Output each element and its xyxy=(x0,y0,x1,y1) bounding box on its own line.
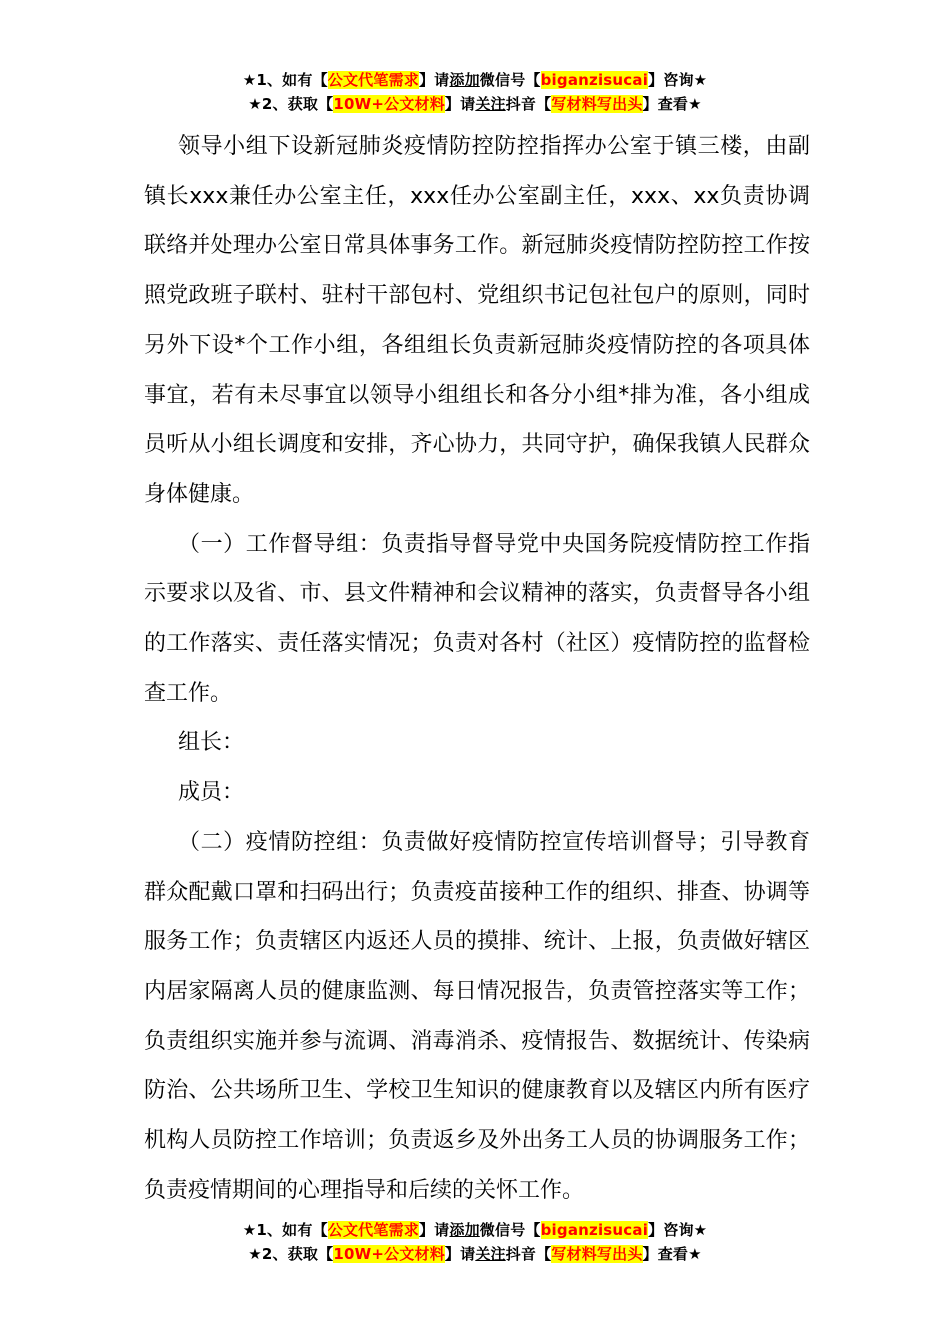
banner-highlight: 10W+公文材料 xyxy=(333,1245,445,1263)
banner-highlight: 10W+公文材料 xyxy=(333,95,445,113)
footer-banner xyxy=(0,1218,950,1266)
banner-text: 】查看★ xyxy=(642,1245,702,1263)
banner-text: 抖音【 xyxy=(505,95,552,113)
banner-text: 微信号【 xyxy=(479,71,541,89)
banner-underlined-text: 添加 xyxy=(449,71,480,89)
banner-highlight: biganzisucai xyxy=(540,71,649,89)
banner-text: 】请 xyxy=(418,71,450,89)
banner-underlined-text: 关注 xyxy=(475,95,506,113)
paragraph-prevention-group: （二）疫情防控组：负责做好疫情防控宣传培训督导；引导教育群众配戴口罩和扫码出行；负责疫苗接种工作的组织、排查、协调等服务工作；负责辖区内返还人员的摸排、统计、上报，负责做好辖区内居家隔离人员的健康监测、每日情况报告，负责管控落实等工作；负责组织实施并参与流调、消毒消杀、疫情报告、数据统计、传染病防治、公共场所卫生、学校卫生知识的健康教育以及辖区内所有医疗机构人员防控工作培训；负责返乡及外出务工人员的协调服务工作；负责疫情期间的心理指导和后续的关怀工作。 xyxy=(144,829,810,1203)
banner-text: 】咨询★ xyxy=(648,1221,708,1239)
banner-text: 微信号【 xyxy=(479,1221,541,1239)
banner-text: 】查看★ xyxy=(642,95,702,113)
banner-highlight: 公文代笔需求 xyxy=(327,71,419,89)
banner-highlight: 写材料写出头 xyxy=(551,95,643,113)
banner-text: ★2、获取【 xyxy=(248,95,334,113)
paragraph-group-leader: 组长： xyxy=(178,730,245,756)
banner-text: 】请 xyxy=(444,95,476,113)
banner-underlined-text: 添加 xyxy=(449,1221,480,1239)
banner-text: 】咨询★ xyxy=(648,71,708,89)
document-body xyxy=(144,122,810,1215)
banner-line-1 xyxy=(0,68,950,92)
banner-text: ★1、如有【 xyxy=(242,71,328,89)
banner-text: 】请 xyxy=(444,1245,476,1263)
banner-text: 】请 xyxy=(418,1221,450,1239)
banner-line-2 xyxy=(0,92,950,116)
header-banner xyxy=(0,68,950,116)
banner-line-1 xyxy=(0,1218,950,1242)
paragraph-group-members: 成员： xyxy=(178,780,245,806)
banner-text: ★2、获取【 xyxy=(248,1245,334,1263)
paragraph-supervision-group: （一）工作督导组：负责指导督导党中央国务院疫情防控工作指示要求以及省、市、县文件精神和会议精神的落实，负责督导各小组的工作落实、责任落实情况；负责对各村（社区）疫情防控的监督检查工作。 xyxy=(144,531,810,706)
banner-underlined-text: 关注 xyxy=(475,1245,506,1263)
banner-line-2 xyxy=(0,1242,950,1266)
banner-text: ★1、如有【 xyxy=(242,1221,328,1239)
banner-text: 抖音【 xyxy=(505,1245,552,1263)
banner-highlight: 写材料写出头 xyxy=(551,1245,643,1263)
banner-highlight: 公文代笔需求 xyxy=(327,1221,419,1239)
paragraph-leadership-office: 领导小组下设新冠肺炎疫情防控防控指挥办公室于镇三楼，由副镇长xxx兼任办公室主任，xxx任办公室副主任，xxx、xx负责协调联络并处理办公室日常具体事务工作。新冠肺炎疫情防控防控工作按照党政班子联村、驻村干部包村、党组织书记包社包户的原则，同时另外下设*个工作小组，各组组长负责新冠肺炎疫情防控的各项具体事宜，若有未尽事宜以领导小组组长和各分小组*排为准，各小组成员听从小组长调度和安排，齐心协力，共同守护，确保我镇人民群众身体健康。 xyxy=(144,134,810,507)
banner-highlight: biganzisucai xyxy=(540,1221,649,1239)
